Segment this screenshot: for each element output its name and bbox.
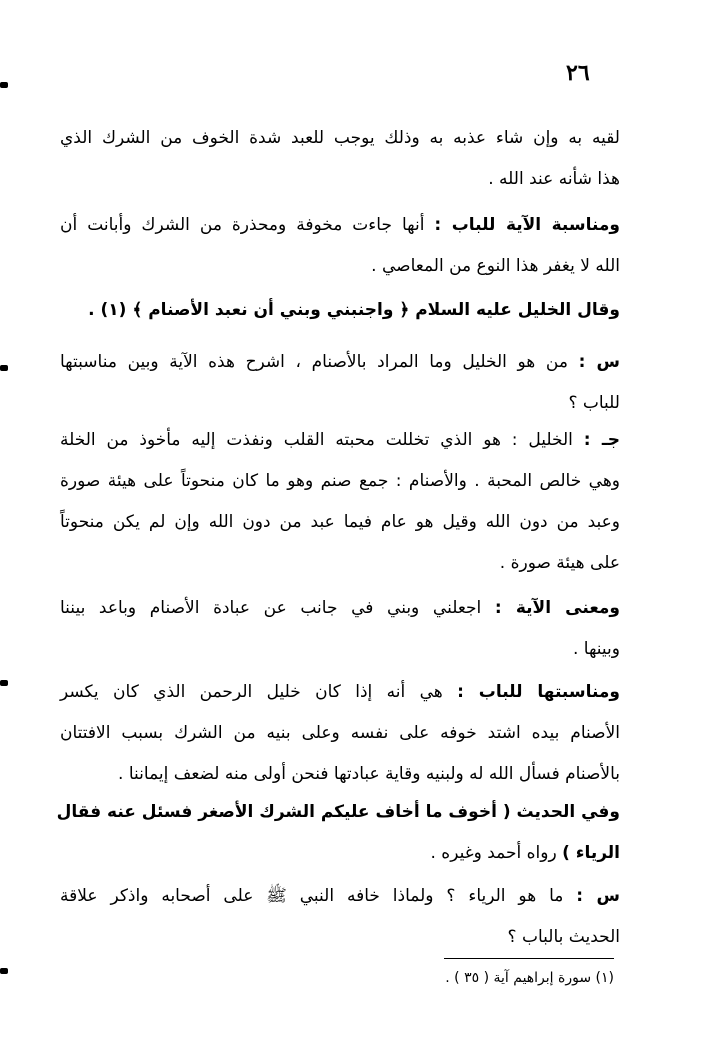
question-marker: س : xyxy=(578,352,620,372)
text-run: اجعلني وبني في جانب عن عبادة الأصنام وباعد بيننا xyxy=(60,598,495,618)
text-run: أنها جاءت مخوفة ومحذرة من الشرك وأبانت أن xyxy=(60,215,435,235)
margin-mark xyxy=(0,82,8,88)
paragraph-hadith xyxy=(56,792,620,874)
text-line xyxy=(60,876,620,917)
text-line: الله لا يغفر هذا النوع من المعاصي . xyxy=(371,256,620,276)
text-line: هذا شأنه عند الله . xyxy=(488,169,620,189)
text-run: ما هو الرياء ؟ ولماذا خافه النبي ﷺ على أصحابه واذكر علاقة xyxy=(60,886,577,906)
question-1 xyxy=(60,342,620,424)
text-line xyxy=(60,833,620,874)
answer-1 xyxy=(60,420,620,584)
text-line: وبينها . xyxy=(572,639,620,659)
verse-line: وقال الخليل عليه السلام ﴿ واجنبني وبني أن نعبد الأصنام ﴾ (١) . xyxy=(88,300,620,320)
text-run: من هو الخليل وما المراد بالأصنام ، اشرح هذه الآية وبين مناسبتها xyxy=(60,352,579,372)
text-line: على هيئة صورة . xyxy=(499,553,620,573)
text-line: للباب ؟ xyxy=(568,393,620,413)
text-line xyxy=(60,420,620,461)
section-heading: ومناسبتها للباب : xyxy=(457,682,620,702)
section-heading: ومناسبة الآية للباب : xyxy=(434,215,620,235)
paragraph-meaning xyxy=(60,588,620,670)
answer-marker: جـ : xyxy=(583,430,620,450)
text-run: الخليل : هو الذي تخللت محبته القلب ونفذت إليه مأخوذ من الخلة xyxy=(60,430,584,450)
paragraph-2 xyxy=(60,205,620,287)
margin-mark xyxy=(0,365,8,371)
margin-mark xyxy=(0,680,8,686)
question-marker: س : xyxy=(576,886,620,906)
page-number: ٢٦ xyxy=(566,60,590,86)
text-line xyxy=(60,205,620,246)
paragraph-1 xyxy=(60,118,620,200)
text-line: وهي خالص المحبة . والأصنام : جمع صنم وهو ما كان منحوتاً على هيئة صورة xyxy=(60,471,620,491)
hadith-text: الرياء ) xyxy=(562,843,620,863)
footnote: (١) سورة إبراهيم آية ( ٣٥ ) . xyxy=(445,970,614,986)
text-line: الأصنام بيده اشتد خوفه على نفسه وعلى بنيه من الشرك بسبب الافتتان xyxy=(60,723,620,743)
text-line: وعبد من دون الله وقيل هو عام فيما عبد من دون الله وإن لم يكن منحوتاً xyxy=(60,512,620,532)
hadith-line: وفي الحديث ( أخوف ما أخاف عليكم الشرك الأصغر فسئل عنه فقال xyxy=(56,802,620,822)
text-run: رواه أحمد وغيره . xyxy=(430,843,563,863)
text-run: هي أنه إذا كان خليل الرحمن الذي كان يكسر xyxy=(60,682,458,702)
paragraph-3 xyxy=(60,290,620,331)
text-line xyxy=(60,672,620,713)
footnote-divider xyxy=(444,958,614,959)
section-heading: ومعنى الآية : xyxy=(494,598,621,618)
text-line: بالأصنام فسأل الله له ولبنيه وقاية عبادتها فنحن أولى منه لضعف إيماننا . xyxy=(118,764,620,784)
margin-mark xyxy=(0,968,8,974)
text-line xyxy=(60,342,620,383)
text-line: الحديث بالباب ؟ xyxy=(507,927,620,947)
paragraph-relevance xyxy=(60,672,620,795)
text-line: لقيه به وإن شاء عذبه به وذلك يوجب للعبد شدة الخوف من الشرك الذي xyxy=(60,128,620,148)
question-2 xyxy=(60,876,620,958)
text-line xyxy=(60,588,620,629)
